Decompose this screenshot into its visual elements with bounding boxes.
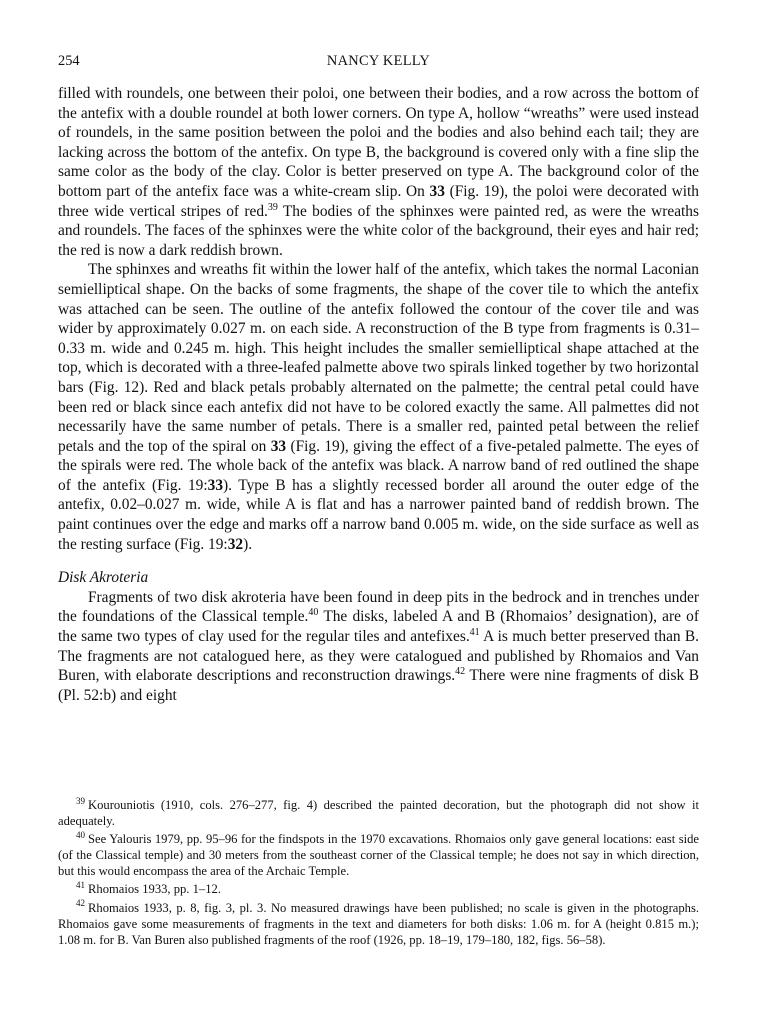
- footnote-text: Rhomaios 1933, pp. 1–12.: [88, 882, 221, 897]
- page-number: 254: [58, 53, 80, 69]
- section-heading: Disk Akroteria: [58, 569, 149, 587]
- footnotes: [58, 797, 699, 950]
- footnote-number: 42: [76, 898, 85, 909]
- catalogue-ref: 33: [207, 476, 224, 494]
- footnote-number: 41: [76, 880, 85, 891]
- footnote-ref: 41: [469, 626, 480, 638]
- footnote-40: [58, 831, 699, 879]
- body-text: [58, 84, 699, 705]
- footnote-ref: 42: [455, 666, 466, 678]
- catalogue-ref: 33: [270, 437, 287, 455]
- paragraph-1: filled with roundels, one between their poloi, one between their bodies, and a row across the bottom of the antefix with a double roundel at both lower corners. On type A, hollow “wreaths” were used instead of roundels, in the same position between the poloi and the bodies and also behind each tail; they are lacking across the bottom of the antefix. On type B, the background is covered only with a fine slip the same color as the body of the clay. Color is better preserved on type A. The background color of the bottom part of the antefix face was a white-cream slip. On 33 (Fig. 19), the poloi were decorated with three wide vertical stripes of red.$^{39}$ The bodies of the sphinxes were painted red, as were the wreaths and roundels. The faces of the sphinxes were the white color of the background, their eyes and hair red; the red is now a dark reddish brown.: [58, 85, 699, 259]
- catalogue-ref: 33: [429, 182, 445, 200]
- footnote-text: See Yalouris 1979, pp. 95–96 for the findspots in the 1970 excavations. Rhomaios only gave general locations: east side (of the Classical temple) and 30 meters from the southeast corner of the Classical temple; he does not say in which direction, but this would encompass the area of the Archaic Temple.: [58, 832, 699, 879]
- footnote-number: 39: [76, 795, 85, 806]
- footnote-42: [58, 900, 699, 948]
- paragraph-2: The sphinxes and wreaths fit within the lower half of the antefix, which takes the normal Laconian semielliptical shape. On the backs of some fragments, the shape of the cover tile to which the antefix was attached can be seen. The outline of the antefix followed the contour of the cover tile and was wider by approximately 0.027 m. on each side. A reconstruction of the B type from fragments is 0.31–0.33 m. wide and 0.245 m. high. This height includes the smaller semielliptical shape attached at the top, which is decorated with a three-leafed palmette above two spirals linked together by two horizontal bars (Fig. 12). Red and black petals probably alternated on the palmette; the central petal could have been red or black since each antefix did not have to be colored exactly the same. All palmettes did not necessarily have the same number of petals. There is a smaller red, painted petal between the relief petals and the top of the spiral on 33 (Fig. 19), giving the effect of a five-petaled palmette. The eyes of the spirals were red. The whole back of the antefix was black. A narrow band of red outlined the shape of the antefix (Fig. 19:33). Type B has a slightly recessed border all around the outer edge of the antefix, 0.02–0.027 m. wide, while A is flat and has a narrower painted band of reddish brown. The paint continues over the edge and marks off a narrow band 0.005 m. wide, on the side surface as well as the resting surface (Fig. 19:32).: [58, 261, 699, 553]
- footnote-39: [58, 797, 699, 829]
- footnote-41: [58, 881, 699, 897]
- catalogue-ref: 32: [227, 535, 244, 553]
- footnote-ref: 39: [267, 201, 278, 213]
- running-head-author: NANCY KELLY: [326, 53, 431, 69]
- footnote-text: Rhomaios 1933, p. 8, fig. 3, pl. 3. No measured drawings have been published; no scale is given in the photographs. Rhomaios gave some measurements of fragments in the text and diameters for both disks: 1.06 m. for A (height 0.815 m.); 1.08 m. for B. Van Buren also published fragments of the roof (1926, pp. 18–19, 179–180, 182, figs. 56–58).: [58, 900, 699, 947]
- paragraph-3: Fragments of two disk akroteria have been found in deep pits in the bedrock and in trenches under the foundations of the Classical temple.$^{40}$ The disks, labeled A and B (Rhomaios’ designation), are of the same two types of clay used for the regular tiles and antefixes.$^{41}$ A is much better preserved than B. The fragments are not catalogued here, as they were catalogued and published by Rhomaios and Van Buren, with elaborate descriptions and reconstruction drawings.$^{42}$ There were nine fragments of disk B (Pl. 52:b) and eight: [58, 588, 699, 704]
- footnote-ref: 40: [308, 607, 319, 619]
- footnote-text: Kourouniotis (1910, cols. 276–277, fig. 4) described the painted decoration, but the photograph did not show it adequately.: [58, 798, 699, 829]
- footnote-number: 40: [76, 830, 85, 840]
